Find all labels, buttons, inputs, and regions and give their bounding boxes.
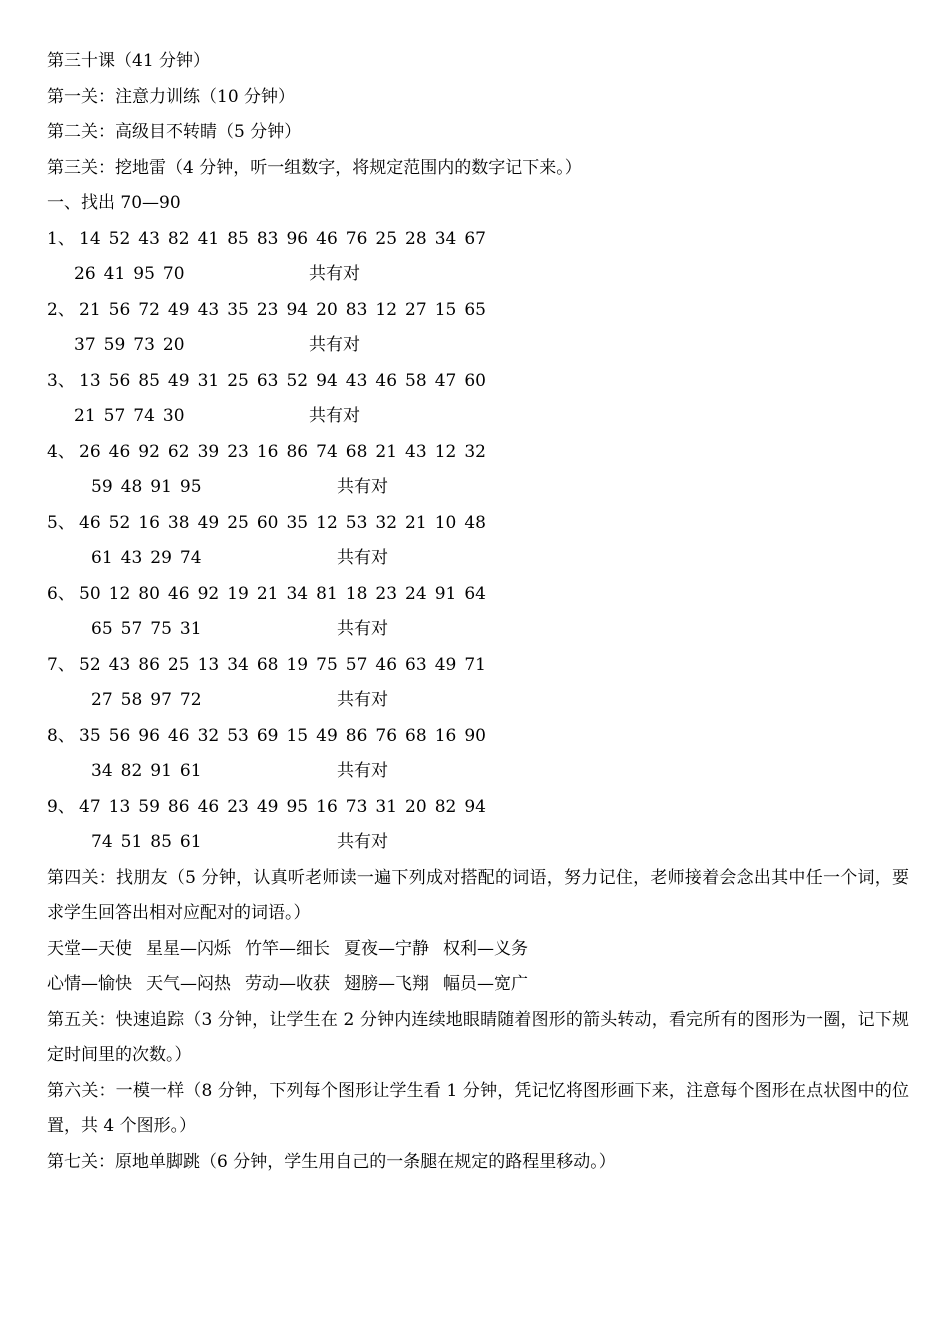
number: 68 (405, 725, 427, 746)
number: 76 (375, 725, 398, 746)
number: 82 (434, 796, 457, 817)
number-row-continued (47, 399, 909, 435)
number: 85 (227, 228, 249, 249)
number: 74 (316, 441, 338, 462)
number-list (79, 293, 494, 329)
number: 92 (197, 583, 220, 604)
number-list (74, 328, 193, 364)
number: 23 (227, 796, 249, 817)
number: 12 (316, 512, 338, 533)
number: 91 (150, 761, 172, 781)
number: 32 (197, 725, 220, 746)
number: 52 (108, 512, 131, 533)
total-label: 共有对 (337, 690, 388, 710)
number: 46 (167, 583, 190, 604)
number: 34 (227, 654, 249, 675)
number: 61 (179, 832, 202, 852)
number: 86 (138, 654, 160, 675)
number: 69 (256, 725, 279, 746)
number: 19 (227, 583, 249, 604)
total-label: 共有对 (309, 264, 360, 284)
number-list (74, 399, 193, 435)
number: 41 (197, 228, 220, 249)
number: 16 (138, 512, 160, 533)
number: 53 (227, 725, 249, 746)
number: 96 (286, 228, 309, 249)
number-list (79, 790, 494, 826)
word-pair: 幅员—宽广 (443, 974, 528, 994)
number: 34 (434, 228, 457, 249)
number-row (47, 293, 909, 329)
number: 31 (197, 370, 220, 391)
number: 16 (434, 725, 457, 746)
number: 72 (179, 690, 202, 710)
number-list (79, 435, 494, 471)
number: 91 (150, 477, 172, 497)
number: 74 (91, 832, 113, 852)
number: 91 (434, 583, 457, 604)
number: 31 (375, 796, 398, 817)
number: 21 (375, 441, 398, 462)
number: 60 (256, 512, 279, 533)
number: 49 (167, 299, 190, 320)
number: 94 (316, 370, 338, 391)
number: 68 (256, 654, 279, 675)
number-row-continued (47, 754, 909, 790)
number: 20 (162, 335, 185, 355)
level-3: 第三关：挖地雷（4 分钟，听一组数字，将规定范围内的数字记下来。） (47, 157, 582, 178)
number-row (47, 577, 909, 613)
number: 14 (79, 228, 101, 249)
number: 80 (138, 583, 160, 604)
word-pairs-row-1 (47, 932, 909, 968)
number: 81 (316, 583, 338, 604)
number: 61 (179, 761, 202, 781)
number-list (79, 222, 494, 258)
row-index: 6、 (47, 583, 75, 604)
number: 85 (138, 370, 160, 391)
number-row (47, 222, 909, 258)
number: 67 (464, 228, 486, 249)
number: 76 (345, 228, 368, 249)
number-list (74, 257, 193, 293)
number: 65 (464, 299, 486, 320)
number: 27 (405, 299, 427, 320)
level-3-subtitle: 一、找出 70—90 (47, 193, 181, 213)
number: 43 (138, 228, 160, 249)
number: 21 (74, 406, 96, 426)
number: 65 (91, 619, 113, 639)
number: 16 (256, 441, 279, 462)
number: 46 (108, 441, 131, 462)
word-pair: 翅膀—飞翔 (344, 974, 429, 994)
total-label: 共有对 (309, 335, 360, 355)
number: 15 (286, 725, 309, 746)
row-index: 9、 (47, 796, 75, 817)
number: 86 (345, 725, 368, 746)
number: 46 (197, 796, 220, 817)
number-row (47, 719, 909, 755)
number: 39 (197, 441, 220, 462)
number: 43 (108, 654, 131, 675)
number: 31 (179, 619, 202, 639)
total-label: 共有对 (337, 548, 388, 568)
number: 46 (375, 654, 398, 675)
number: 35 (286, 512, 309, 533)
total-label: 共有对 (337, 619, 388, 639)
number: 46 (167, 725, 190, 746)
number-row-continued (47, 612, 909, 648)
number-list (79, 506, 494, 542)
number: 92 (138, 441, 160, 462)
number-row (47, 648, 909, 684)
number: 43 (197, 299, 220, 320)
number-row (47, 506, 909, 542)
number: 34 (286, 583, 309, 604)
number: 62 (167, 441, 190, 462)
row-index: 7、 (47, 654, 75, 675)
number: 56 (108, 725, 131, 746)
number: 83 (345, 299, 368, 320)
word-pairs-row-2 (47, 967, 909, 1003)
number: 43 (405, 441, 427, 462)
number: 24 (405, 583, 427, 604)
number: 52 (286, 370, 309, 391)
number: 29 (150, 548, 172, 568)
number: 10 (434, 512, 457, 533)
number: 23 (227, 441, 249, 462)
number: 53 (345, 512, 368, 533)
number: 57 (103, 406, 126, 426)
row-index: 8、 (47, 725, 75, 746)
number: 13 (79, 370, 101, 391)
word-pair: 天气—闷热 (146, 974, 231, 994)
number: 25 (227, 512, 249, 533)
number: 18 (345, 583, 368, 604)
number: 12 (375, 299, 398, 320)
number: 56 (108, 299, 131, 320)
word-pair: 心情—愉快 (47, 974, 132, 994)
number: 12 (108, 583, 131, 604)
row-index: 5、 (47, 512, 75, 533)
number: 27 (91, 690, 113, 710)
word-pair: 星星—闪烁 (146, 938, 231, 959)
number: 50 (79, 583, 101, 604)
number: 19 (286, 654, 309, 675)
number: 52 (108, 228, 131, 249)
number-row (47, 790, 909, 826)
number: 70 (162, 264, 185, 284)
number: 75 (316, 654, 338, 675)
number: 57 (345, 654, 368, 675)
number: 59 (138, 796, 160, 817)
total-label: 共有对 (337, 832, 388, 852)
number-row (47, 435, 909, 471)
number: 23 (375, 583, 398, 604)
number: 34 (91, 761, 113, 781)
number: 95 (133, 264, 155, 284)
number: 46 (316, 228, 338, 249)
number: 13 (108, 796, 131, 817)
level-5: 第五关：快速追踪（3 分钟，让学生在 2 分钟内连续地眼睛随着图形的箭头转动，看完所有的图形为一圈，记下规定时间里的次数。） (47, 1009, 909, 1065)
number: 52 (79, 654, 101, 675)
number-list (79, 577, 494, 613)
number: 83 (256, 228, 279, 249)
row-index: 4、 (47, 441, 75, 462)
number: 43 (345, 370, 368, 391)
number: 41 (103, 264, 126, 284)
number-row-continued (47, 328, 909, 364)
word-pair: 天堂—天使 (47, 938, 132, 959)
number-list (79, 719, 494, 755)
level-1: 第一关：注意力训练（10 分钟） (47, 86, 296, 107)
number: 25 (375, 228, 398, 249)
number: 43 (120, 548, 143, 568)
number: 56 (108, 370, 131, 391)
number: 47 (79, 796, 101, 817)
number: 48 (120, 477, 143, 497)
number: 72 (138, 299, 160, 320)
number-list (91, 470, 210, 506)
number: 64 (464, 583, 486, 604)
number: 49 (197, 512, 220, 533)
number: 73 (345, 796, 368, 817)
number: 61 (91, 548, 113, 568)
number: 59 (103, 335, 126, 355)
number-list (91, 754, 210, 790)
number-row-continued (47, 257, 909, 293)
number-row-continued (47, 825, 909, 861)
number: 49 (167, 370, 190, 391)
word-pair: 夏夜—宁静 (344, 938, 429, 959)
number: 25 (167, 654, 190, 675)
number: 13 (197, 654, 220, 675)
number: 26 (79, 441, 101, 462)
number: 95 (179, 477, 202, 497)
total-label: 共有对 (337, 477, 388, 497)
number: 46 (79, 512, 101, 533)
number: 86 (286, 441, 309, 462)
number: 71 (464, 654, 486, 675)
total-label: 共有对 (309, 406, 360, 426)
number-list (91, 825, 210, 861)
number: 26 (74, 264, 96, 284)
number: 47 (434, 370, 457, 391)
number: 90 (464, 725, 486, 746)
number-row-continued (47, 541, 909, 577)
number: 95 (286, 796, 309, 817)
number: 51 (120, 832, 143, 852)
number: 82 (167, 228, 190, 249)
number: 58 (120, 690, 143, 710)
number: 46 (375, 370, 398, 391)
lesson-title: 第三十课（41 分钟） (47, 51, 211, 71)
number: 63 (256, 370, 279, 391)
document-page (47, 44, 909, 1180)
number: 73 (133, 335, 155, 355)
number-row-continued (47, 470, 909, 506)
number-row (47, 364, 909, 400)
number: 28 (405, 228, 427, 249)
number: 49 (256, 796, 279, 817)
level-2: 第二关：高级目不转睛（5 分钟） (47, 122, 302, 142)
number-list (79, 648, 494, 684)
number: 35 (227, 299, 249, 320)
number: 86 (167, 796, 190, 817)
number: 37 (74, 335, 96, 355)
number: 85 (150, 832, 172, 852)
number: 57 (120, 619, 143, 639)
number: 20 (405, 796, 427, 817)
number: 20 (316, 299, 338, 320)
number-row-continued (47, 683, 909, 719)
number: 49 (316, 725, 338, 746)
number: 74 (179, 548, 202, 568)
number: 58 (405, 370, 427, 391)
number: 38 (167, 512, 190, 533)
number-list (91, 612, 210, 648)
number: 21 (405, 512, 427, 533)
number: 21 (79, 299, 101, 320)
number-list (91, 683, 210, 719)
number: 59 (91, 477, 113, 497)
number: 74 (133, 406, 155, 426)
number: 25 (227, 370, 249, 391)
number: 16 (316, 796, 338, 817)
number: 94 (286, 299, 309, 320)
number: 60 (464, 370, 486, 391)
number: 97 (150, 690, 172, 710)
word-pair: 竹竿—细长 (245, 938, 330, 959)
number: 21 (256, 583, 279, 604)
number-exercise (47, 222, 909, 861)
word-pair: 权利—义务 (443, 938, 528, 959)
word-pair: 劳动—收获 (245, 974, 330, 994)
number: 23 (256, 299, 279, 320)
number-list (91, 541, 210, 577)
number: 48 (464, 512, 486, 533)
number: 32 (375, 512, 398, 533)
number: 96 (138, 725, 160, 746)
number: 94 (464, 796, 486, 817)
row-index: 1、 (47, 228, 75, 249)
number: 82 (120, 761, 143, 781)
number: 12 (434, 441, 457, 462)
number: 32 (464, 441, 486, 462)
number: 15 (434, 299, 457, 320)
number: 30 (162, 406, 185, 426)
level-4: 第四关：找朋友（5 分钟，认真听老师读一遍下列成对搭配的词语，努力记住，老师接着会念出其中任一个词，要求学生回答出相对应配对的词语。） (47, 867, 909, 923)
number: 35 (79, 725, 101, 746)
number: 49 (434, 654, 457, 675)
number: 75 (150, 619, 172, 639)
total-label: 共有对 (337, 761, 388, 781)
level-7: 第七关：原地单脚跳（6 分钟，学生用自己的一条腿在规定的路程里移动。） (47, 1151, 616, 1172)
row-index: 2、 (47, 299, 75, 320)
number: 68 (345, 441, 368, 462)
row-index: 3、 (47, 370, 75, 391)
number: 63 (405, 654, 427, 675)
level-6: 第六关：一模一样（8 分钟，下列每个图形让学生看 1 分钟，凭记忆将图形画下来，注意每个图形在点状图中的位置，共 4 个图形。） (47, 1080, 909, 1136)
number-list (79, 364, 494, 400)
